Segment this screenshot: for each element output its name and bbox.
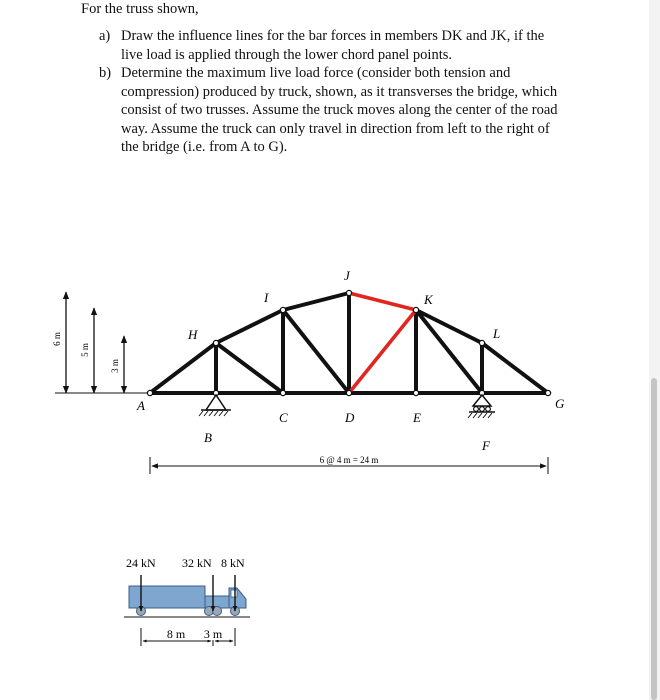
problem-intro: For the truss shown, bbox=[81, 1, 199, 17]
part-b-line: consist of two trusses. Assume the truck moves along the center of the road bbox=[121, 102, 558, 118]
member-IJ bbox=[283, 293, 349, 310]
dim-5m-label: 5 m bbox=[80, 343, 90, 357]
joint-C bbox=[280, 390, 285, 395]
part-a-marker: a) bbox=[99, 28, 111, 44]
dim-3m-label: 3 m bbox=[110, 359, 120, 373]
member-KF bbox=[416, 310, 482, 393]
part-b-line: the bridge (i.e. from A to G). bbox=[121, 139, 288, 155]
label-E: E bbox=[413, 410, 421, 425]
label-L: L bbox=[493, 326, 501, 341]
height-dimensions bbox=[52, 292, 147, 393]
span-dimension bbox=[150, 455, 548, 474]
part-b-line: compression) produced by truck, shown, as it transverses the bridge, which bbox=[121, 83, 558, 100]
middle-wheel-icon bbox=[213, 607, 222, 616]
label-D: D bbox=[345, 410, 355, 425]
spacing-second-label: 3 m bbox=[203, 627, 223, 641]
label-I: I bbox=[264, 290, 269, 305]
label-B: B bbox=[204, 430, 212, 445]
joint-G bbox=[545, 390, 550, 395]
pin-support-icon bbox=[199, 395, 231, 416]
member-KL bbox=[416, 310, 482, 343]
joint-L bbox=[479, 340, 484, 345]
span-label: 6 @ 4 m = 24 m bbox=[319, 455, 379, 465]
label-H: H bbox=[188, 327, 198, 342]
spacing-first-label: 8 m bbox=[166, 627, 186, 641]
part-b-marker: b) bbox=[99, 65, 112, 81]
member-JK bbox=[349, 293, 416, 310]
middle-load-label: 32 kN bbox=[182, 556, 212, 570]
joint-A bbox=[147, 390, 152, 395]
front-load-label: 8 kN bbox=[221, 556, 245, 570]
joint-I bbox=[280, 307, 285, 312]
member-HC bbox=[216, 343, 283, 393]
label-G: G bbox=[555, 396, 565, 411]
label-J: J bbox=[344, 268, 350, 283]
member-HI bbox=[216, 310, 283, 343]
part-a-line: live load is applied through the lower chord panel points. bbox=[121, 46, 453, 63]
truck-spacing-dimension bbox=[141, 627, 235, 646]
member-ID bbox=[283, 310, 349, 393]
joint-E bbox=[413, 390, 418, 395]
highlighted-members bbox=[349, 293, 416, 393]
joint-J bbox=[346, 290, 351, 295]
truck-figure bbox=[124, 556, 250, 646]
label-C: C bbox=[279, 410, 288, 425]
truck-window bbox=[231, 590, 237, 597]
member-AH bbox=[150, 343, 216, 393]
joint-D bbox=[346, 390, 351, 395]
part-a-line: Draw the influence lines for the bar forces in members DK and JK, if the bbox=[121, 28, 545, 44]
joint-H bbox=[213, 340, 218, 345]
truss-members bbox=[150, 293, 548, 393]
scrollbar-thumb[interactable] bbox=[651, 378, 657, 700]
part-b-line: Determine the maximum live load force (consider both tension and bbox=[121, 65, 511, 81]
label-A: A bbox=[137, 398, 145, 413]
member-LG bbox=[482, 343, 548, 393]
roller-support-icon bbox=[468, 395, 495, 418]
member-DK bbox=[349, 310, 416, 393]
label-F: F bbox=[482, 438, 490, 453]
label-K: K bbox=[424, 292, 433, 307]
joint-K bbox=[413, 307, 418, 312]
part-b-line: way. Assume the truck can only travel in direction from left to the right of bbox=[121, 120, 550, 137]
rear-load-label: 24 kN bbox=[126, 556, 156, 570]
dim-6m-label: 6 m bbox=[52, 332, 62, 346]
